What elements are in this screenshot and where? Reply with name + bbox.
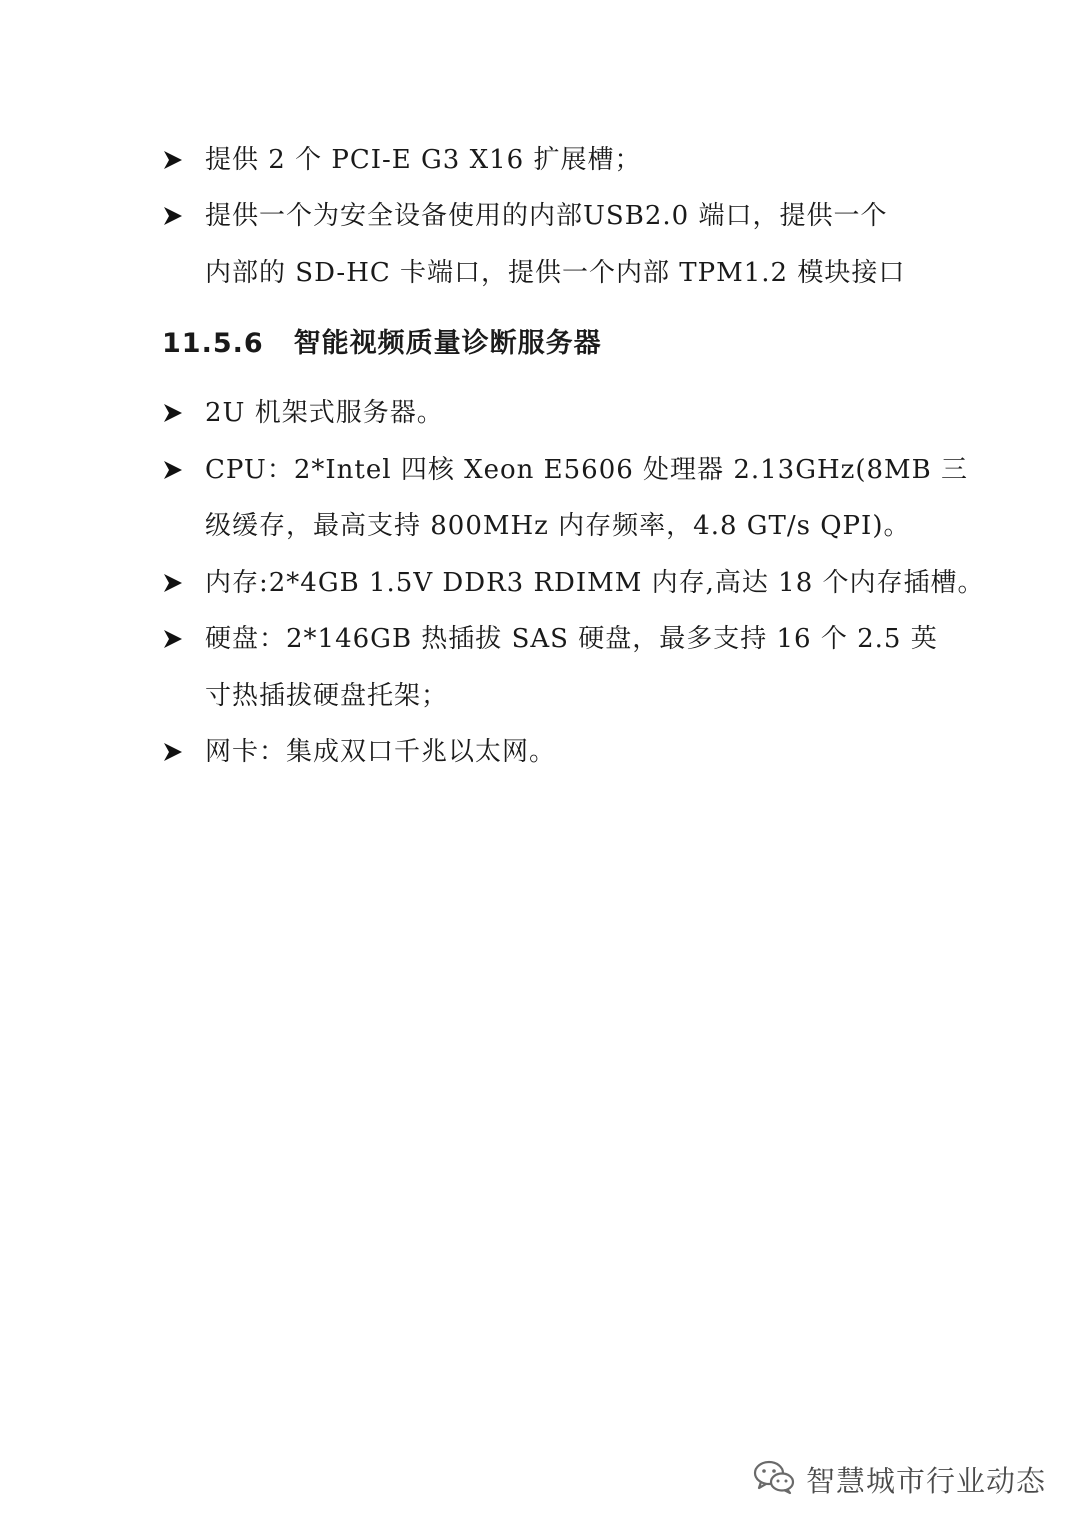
wechat-icon (752, 1458, 796, 1500)
section-number: 11.5.6 (162, 328, 264, 359)
section-heading (162, 326, 602, 362)
arrow-bullet-icon (160, 566, 190, 600)
arrow-bullet-icon (160, 735, 190, 769)
watermark (752, 1454, 1046, 1504)
list-item-continuation: 级缓存，最高支持 800MHz 内存频率，4.8 GT/s QPI)。 (205, 511, 911, 541)
list-item-continuation: 寸热插拔硬盘托架； (205, 681, 449, 711)
list-item: 硬盘：2*146GB 热插拔 SAS 硬盘，最多支持 16 个 2.5 英 (205, 624, 938, 654)
list-item: 网卡：集成双口千兆以太网。 (205, 737, 557, 767)
list-item-continuation: 内部的 SD-HC 卡端口，提供一个内部 TPM1.2 模块接口 (205, 258, 906, 288)
watermark-text: 智慧城市行业动态 (805, 1463, 1046, 1498)
list-item: 2U 机架式服务器。 (205, 398, 444, 428)
arrow-bullet-icon (160, 143, 190, 177)
arrow-bullet-icon (160, 396, 190, 430)
list-item: 提供一个为安全设备使用的内部USB2.0 端口，提供一个 (205, 201, 888, 231)
arrow-bullet-icon (160, 622, 190, 656)
arrow-bullet-icon (160, 453, 190, 487)
list-item: CPU：2*Intel 四核 Xeon E5606 处理器 2.13GHz(8MB 三 (205, 455, 969, 485)
section-title: 智能视频质量诊断服务器 (293, 328, 602, 359)
list-item: 提供 2 个 PCI-E G3 X16 扩展槽； (205, 145, 642, 175)
arrow-bullet-icon (160, 199, 190, 233)
list-item: 内存:2*4GB 1.5V DDR3 RDIMM 内存,高达 18 个内存插槽。 (205, 568, 985, 598)
